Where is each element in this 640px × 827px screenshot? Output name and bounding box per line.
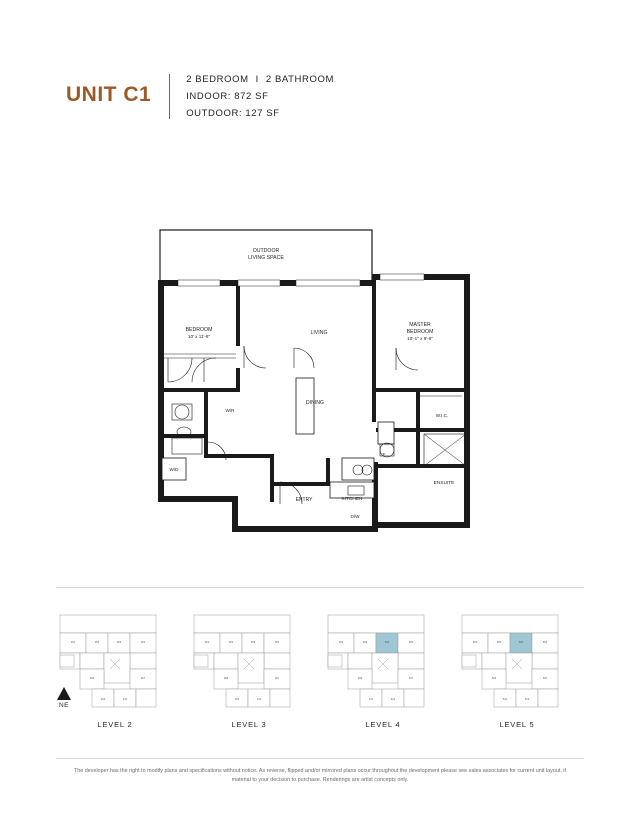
keyplan-top-divider <box>56 587 584 588</box>
room-label-wr: W/R <box>225 408 235 413</box>
svg-text:511: 511 <box>502 698 508 701</box>
room-label-wd: W/D <box>169 467 179 472</box>
bedroom-count: 2 BEDROOM <box>186 74 249 85</box>
keyplan-label-level-2: LEVEL 2 <box>97 720 133 729</box>
svg-text:310: 310 <box>234 698 240 701</box>
svg-text:302: 302 <box>228 641 234 644</box>
keyplan-level-2[interactable] <box>54 609 176 729</box>
keyplan-label-level-5: LEVEL 5 <box>499 720 535 729</box>
svg-text:502: 502 <box>496 641 502 644</box>
room-label-bedroom: BEDROOM <box>185 327 213 333</box>
svg-text:512: 512 <box>524 698 530 701</box>
floorplan-sheet <box>32 32 608 795</box>
svg-text:407: 407 <box>408 677 414 680</box>
room-label-master-line2: BEDROOM <box>406 329 434 335</box>
svg-text:204: 204 <box>140 641 146 644</box>
svg-text:307: 307 <box>274 677 280 680</box>
outdoor-area: OUTDOOR: 127 SF <box>186 108 280 119</box>
svg-text:412: 412 <box>390 698 396 701</box>
keyplan-level-3[interactable] <box>188 609 310 729</box>
spec-separator: I <box>255 74 259 85</box>
svg-text:304: 304 <box>274 641 280 644</box>
svg-text:403: 403 <box>384 641 390 644</box>
room-label-entry: ENTRY <box>295 497 313 503</box>
svg-text:504: 504 <box>542 641 548 644</box>
room-label-wic: W.I.C. <box>435 413 449 418</box>
room-label-dining: DINING <box>305 400 325 406</box>
room-dims-bedroom: 10' x 11'-8" <box>187 334 211 339</box>
room-label-master-line1: MASTER <box>409 322 431 328</box>
room-dims-master: 10'-1" x 9'-8" <box>407 336 433 341</box>
svg-text:406: 406 <box>357 677 363 680</box>
svg-text:301: 301 <box>204 641 210 644</box>
svg-text:311: 311 <box>256 698 262 701</box>
bathroom-count: 2 BATHROOM <box>265 74 334 85</box>
room-label-outdoor-line1: OUTDOOR <box>252 248 280 254</box>
svg-text:201: 201 <box>70 641 76 644</box>
svg-text:411: 411 <box>368 698 374 701</box>
svg-text:207: 207 <box>140 677 146 680</box>
svg-text:404: 404 <box>408 641 414 644</box>
room-label-ensuite: ENSUITE <box>433 481 455 486</box>
page-title: UNIT C1 <box>66 83 152 106</box>
svg-text:401: 401 <box>338 641 344 644</box>
keyplan-label-level-4: LEVEL 4 <box>365 720 401 729</box>
svg-text:402: 402 <box>362 641 368 644</box>
svg-text:206: 206 <box>89 677 95 680</box>
svg-text:303: 303 <box>250 641 256 644</box>
svg-text:306: 306 <box>223 677 229 680</box>
keyplan-level-4[interactable] <box>322 609 444 729</box>
keyplan-label-level-3: LEVEL 3 <box>231 720 267 729</box>
svg-text:203: 203 <box>116 641 122 644</box>
indoor-area: INDOOR: 872 SF <box>186 91 269 102</box>
svg-text:507: 507 <box>542 677 548 680</box>
svg-text:503: 503 <box>518 641 524 644</box>
svg-text:210: 210 <box>100 698 106 701</box>
floorplan-drawing <box>32 182 608 582</box>
room-label-dw: D/W <box>350 514 360 519</box>
bed-bath-line <box>186 74 334 85</box>
svg-text:211: 211 <box>122 698 128 701</box>
keyplan-level-5[interactable] <box>456 609 578 729</box>
north-label: NE <box>58 702 70 709</box>
key-plans <box>32 587 608 747</box>
room-label-fridge: F <box>382 453 386 458</box>
svg-text:202: 202 <box>94 641 100 644</box>
header-specs <box>170 74 334 119</box>
room-label-kitchen: KITCHEN <box>341 497 363 502</box>
disclaimer-text: The developer has the right to modify plans and specifications without notice. As reverse, flipped and/or mirrored plans occur throughout the development please see sales associates for current unit layout, if material to your decision to purchase. Renderings are artist concepts only. <box>73 768 567 783</box>
svg-text:501: 501 <box>472 641 478 644</box>
svg-text:506: 506 <box>491 677 497 680</box>
footer-divider <box>56 758 584 759</box>
room-label-living: LIVING <box>310 330 328 336</box>
room-label-outdoor-line2: LIVING SPACE <box>248 255 284 261</box>
sheet-header <box>66 74 334 119</box>
